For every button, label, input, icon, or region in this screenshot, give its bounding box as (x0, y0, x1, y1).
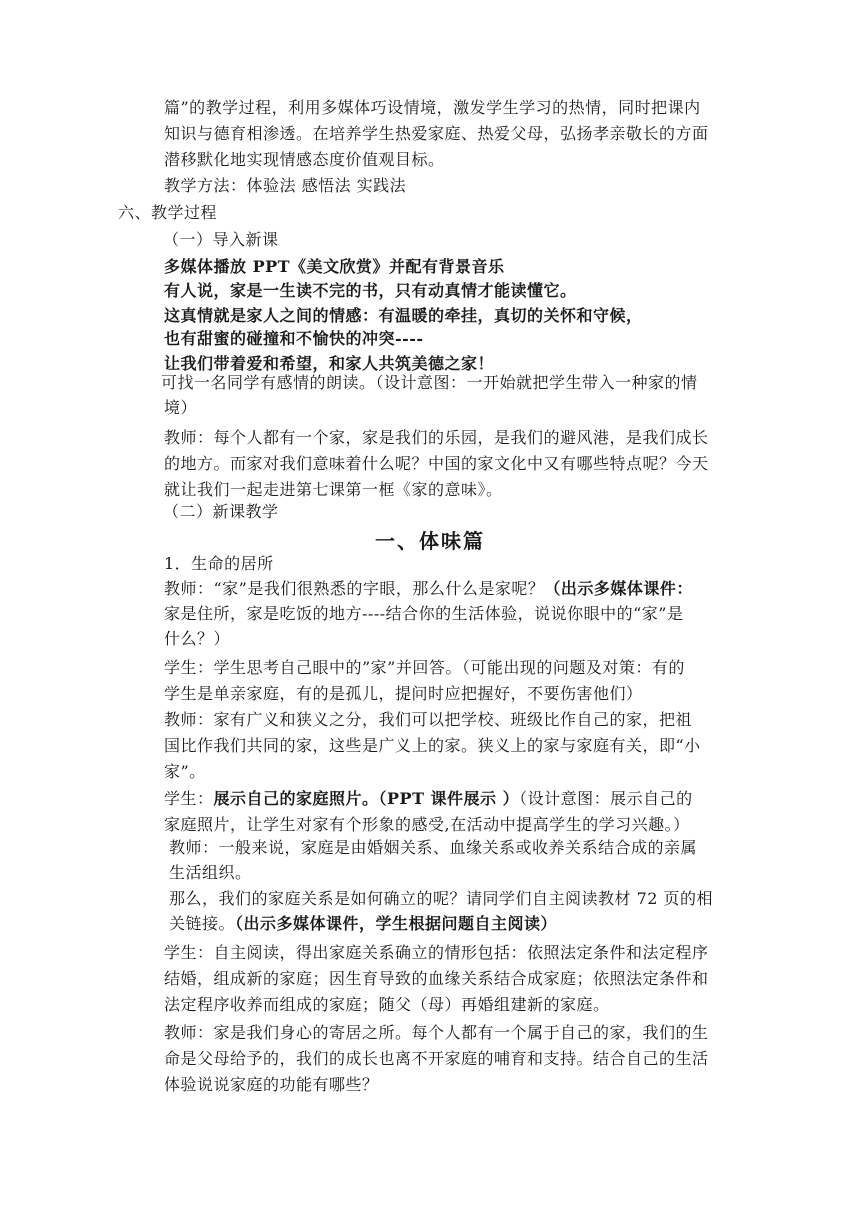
paragraph-line: 生活组织。 (169, 863, 252, 882)
paragraph-line: 教师：一般来说，家庭是由婚姻关系、血缘关系或收养关系结合成的亲属 (169, 838, 698, 857)
paragraph-line: 就让我们一起走进第七课第一框《家的意味》。 (164, 480, 503, 499)
paragraph-line: 的地方。而家对我们意味着什么呢？中国的家文化中又有哪些特点呢？今天 (164, 454, 709, 473)
paragraph-line: 知识与德育相渗透。在培养学生热爱家庭、热爱父母，弘扬孝亲敬长的方面 (164, 124, 709, 143)
paragraph-line: 学生是单亲家庭，有的是孤儿，提问时应把握好，不要伤害他们） (164, 684, 643, 703)
paragraph-line: 国比作我们共同的家，这些是广义上的家。狭义上的家与家庭有关，即“小 (164, 736, 701, 755)
paragraph-line: 学生：自主阅读，得出家庭关系确立的情形包括：依照法定条件和法定程序 (164, 943, 709, 962)
item-heading: 1．生命的居所 (164, 554, 274, 573)
paragraph-line (164, 788, 693, 810)
paragraph-line (169, 913, 557, 935)
paragraph-line: 家是住所，家是吃饭的地方----结合你的生活体验，说说你眼中的“家”是 (164, 604, 684, 623)
subsection-heading: （二）新课教学 (163, 502, 279, 521)
paragraph-line: 体验说说家庭的功能有哪些？ (164, 1075, 379, 1094)
bold-line: 这真情就是家人之间的情感：有温暖的牵挂，真切的关怀和守候， (164, 306, 643, 325)
subsection-heading: （一）导入新课 (163, 230, 279, 249)
chapter-heading: 一、体味篇 (375, 529, 485, 553)
teaching-method-line: 教学方法：体验法 感悟法 实践法 (164, 176, 407, 195)
paragraph-line: 潜移默化地实现情感态度价值观目标。 (164, 150, 445, 169)
paragraph-line: 学生：学生思考自己眼中的”家”并回答。（可能出现的问题及对策：有的 (164, 658, 685, 677)
paragraph-line: 教师：家有广义和狭义之分，我们可以把学校、班级比作自己的家，把祖 (164, 710, 693, 729)
paragraph-line: 可找一名同学有感情的朗读。（设计意图：一开始就把学生带入一种家的情 (161, 373, 698, 392)
text-run: 学生： (164, 789, 214, 808)
paragraph-line: 教师：每个人都有一个家，家是我们的乐园，是我们的避风港，是我们成长 (164, 428, 709, 447)
bold-line: 有人说，家是一生读不完的书，只有动真情才能读懂它。 (164, 281, 577, 300)
text-run: 教师：“家”是我们很熟悉的字眼，那么什么是家呢？ (164, 579, 545, 598)
section-heading: 六、教学过程 (118, 203, 218, 222)
bold-line: 多媒体播放 PPT《美文欣赏》并配有背景音乐 (164, 257, 505, 276)
paragraph-line: 家”。 (164, 762, 206, 781)
paragraph-line: 那么，我们的家庭关系是如何确立的呢？请同学们自主阅读教材 72 页的相 (169, 889, 714, 908)
paragraph-line: 结婚，组成新的家庭；因生育导致的血缘关系结合成家庭；依照法定条件和 (164, 969, 709, 988)
paragraph-line: 什么？） (164, 629, 231, 648)
paragraph-line: 法定程序收养而组成的家庭；随父（母）再婚组建新的家庭。 (164, 995, 610, 1014)
paragraph-line: 家庭照片，让学生对家有个形象的感受,在活动中提高学生的学习兴趣。） (164, 815, 690, 834)
paragraph-line (164, 578, 693, 600)
text-run: 关链接。 (169, 914, 236, 933)
bold-run: （出示多媒体课件，学生根据问题自主阅读） (235, 914, 558, 933)
bold-line: 也有甜蜜的碰撞和不愉快的冲突---- (164, 329, 424, 348)
bold-line: 让我们带着爱和希望，和家人共筑美德之家！ (164, 354, 495, 373)
paragraph-line: 教师：家是我们身心的寄居之所。每个人都有一个属于自己的家，我们的生 (164, 1023, 709, 1042)
paragraph-line: 篇”的教学过程，利用多媒体巧设情境，激发学生学习的热情，同时把课内 (164, 98, 701, 117)
bold-run: （出示多媒体课件： (544, 579, 693, 598)
text-run: （设计意图：展示自己的 (519, 789, 693, 808)
paragraph-line: 命是父母给予的，我们的成长也离不开家庭的哺育和支持。结合自己的生活 (164, 1049, 709, 1068)
paragraph-line: 境） (164, 398, 198, 417)
bold-run: 展示自己的家庭照片。（PPT 课件展示 ） (213, 789, 520, 808)
